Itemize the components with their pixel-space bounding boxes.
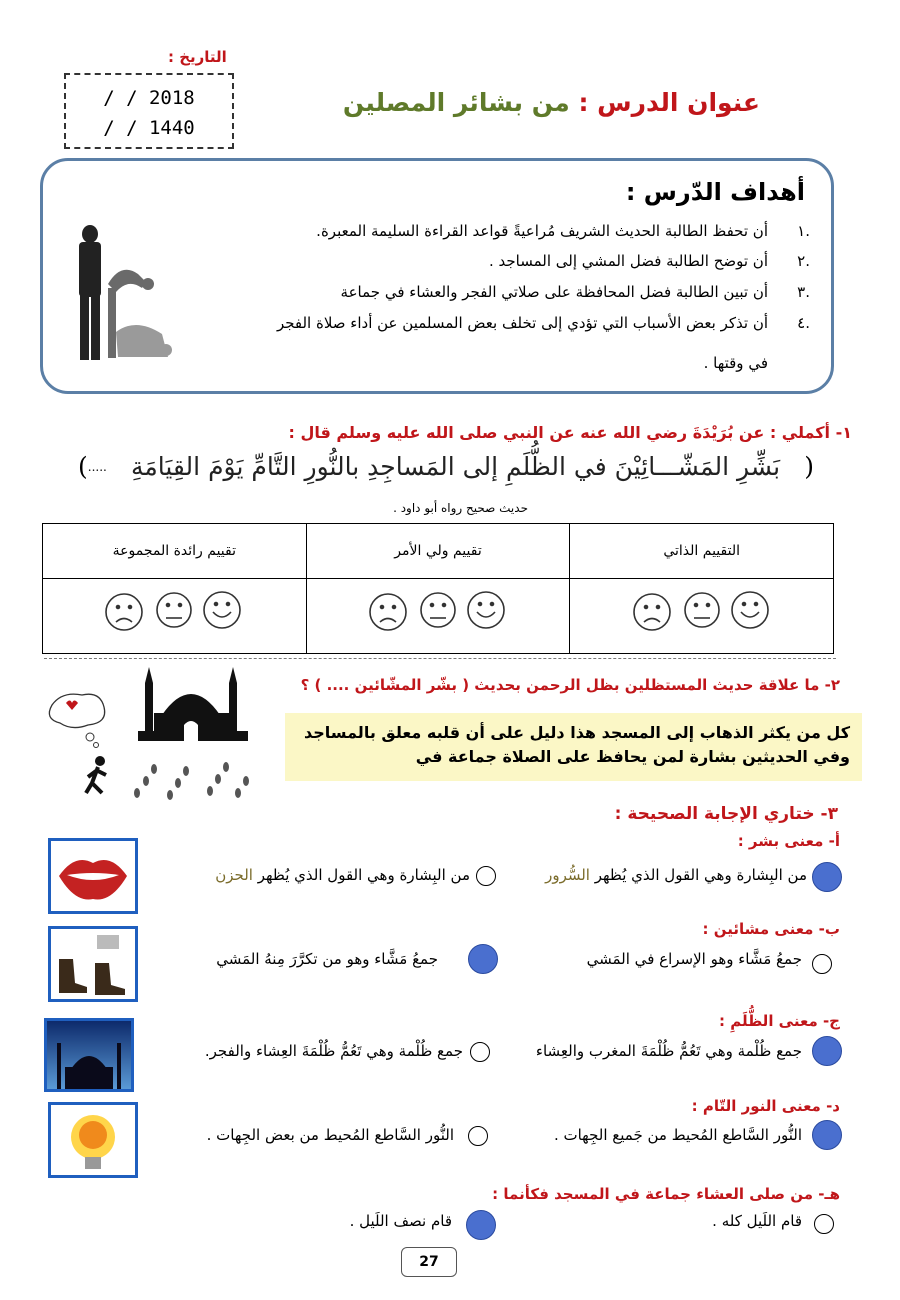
evaluation-faces-row <box>43 579 834 654</box>
q3e-option2-label: قام نصف اللَيل . <box>349 1212 452 1230</box>
q3d-option2-radio[interactable] <box>468 1126 488 1146</box>
q3b-option2-radio-selected[interactable] <box>468 944 498 974</box>
hadith-line <box>78 452 814 481</box>
hadith-text <box>107 452 804 481</box>
hadith-open-bracket: ( <box>804 452 814 481</box>
q3-heading: ٣- ختاري الإجابة الصحيحة : <box>614 804 838 824</box>
q3a-option2-radio[interactable] <box>476 866 496 886</box>
lips-picture <box>48 838 138 914</box>
q2-answer-box <box>285 713 862 781</box>
light-bulb-picture <box>48 1102 138 1178</box>
rating-faces-icon[interactable] <box>622 584 782 644</box>
q3b-question: ب- معنى مشائين : <box>702 920 840 938</box>
objective-item <box>190 252 810 270</box>
date-gregorian: / / 2018 <box>103 87 195 109</box>
q3c-option1-radio-selected[interactable] <box>812 1036 842 1066</box>
objective-continuation: في وقتها . <box>703 354 768 372</box>
objective-item <box>190 283 810 301</box>
lesson-title <box>343 88 760 117</box>
objective-text: أن تذكر بعض الأسباب التي تؤدي إلى تخلف بعض المسلمين عن أداء صلاة الفجر <box>276 314 768 332</box>
objective-text: أن تحفظ الطالبة الحديث الشريف مُراعيةً قواعد القراءة السليمة المعبرة. <box>316 222 768 240</box>
q2-heading: ٢- ما علاقة حديث المستظلين بظل الرحمن بحديث ( بشّر المشّائين .... ) ؟ <box>300 676 840 694</box>
q3b-option2-label: جمعُ مَشَّاء وهو من تكرَّرَ مِنهُ المَشي <box>216 950 438 968</box>
objective-number: .٤ <box>797 314 810 332</box>
lesson-title-prefix: عنوان الدرس : <box>578 88 760 117</box>
date-box <box>64 73 234 149</box>
praying-figures-illustration <box>66 222 176 367</box>
night-mosque-icon <box>47 1021 131 1089</box>
night-mosque-picture <box>44 1018 134 1092</box>
q3a-option1-radio-selected[interactable] <box>812 862 842 892</box>
q3a-option1-label <box>545 866 807 884</box>
section-divider <box>44 658 836 659</box>
rating-faces-icon[interactable] <box>358 584 518 644</box>
q3c-option2-radio[interactable] <box>470 1042 490 1062</box>
hadith-word: بَشِّرِ المَشّـــائِيْنَ في الظُّلَمِ إلى المَساجِدِ بالنُّورِ التَّامِّ يَوْمَ القِيَامَةِ <box>130 452 781 481</box>
q3e-option2-radio-selected[interactable] <box>466 1210 496 1240</box>
boots-icon <box>51 929 135 999</box>
q2-answer-line: كل من يكثر الذهاب إلى المسجد هذا دليل على أن قلبه معلق بالمساجد <box>304 723 850 742</box>
date-hijri: / / 1440 <box>103 117 195 139</box>
objective-text: أن تبين الطالبة فضل المحافظة على صلاتي الفجر والعشاء في جماعة <box>340 283 768 301</box>
evaluation-header: تقييم رائدة المجموعة <box>43 524 307 579</box>
q1-heading: ١- أكملي : عن بُرَيْدَةَ رضي الله عنه عن النبي صلى الله عليه وسلم قال : <box>288 423 852 442</box>
lesson-title-name: من بشائر المصلين <box>342 88 570 117</box>
objective-item <box>190 314 810 332</box>
q3b-option1-radio[interactable] <box>812 954 832 974</box>
q3a-option2-label <box>215 866 470 884</box>
rating-faces-cell[interactable] <box>306 579 570 654</box>
objective-text: أن توضح الطالبة فضل المشي إلى المساجد . <box>488 252 768 270</box>
rating-faces-cell[interactable] <box>43 579 307 654</box>
q3c-question: ج- معنى الظُّلَمِ : <box>718 1012 840 1030</box>
q3d-option1-radio-selected[interactable] <box>812 1120 842 1150</box>
rating-faces-icon[interactable] <box>94 584 254 644</box>
hadith-source: حديث صحيح رواه أبو داود . <box>393 501 528 515</box>
page-number: 27 <box>401 1247 457 1277</box>
evaluation-header: التقييم الذاتي <box>570 524 834 579</box>
q3a-option2-word: الحزن <box>215 866 253 884</box>
q3e-question: هـ- من صلى العشاء جماعة في المسجد فكأنما : <box>492 1185 840 1203</box>
q3d-option1-label: النُّور السَّاطع المُحيط من جَميع الجِهات . <box>553 1126 802 1144</box>
q3e-option1-label: قام اللَيل كله . <box>712 1212 802 1230</box>
objective-item <box>190 222 810 240</box>
q3d-option2-label: النُّور السَّاطع المُحيط من بعض الجِهات . <box>206 1126 454 1144</box>
rating-faces-cell[interactable] <box>570 579 834 654</box>
walking-boots-picture <box>48 926 138 1002</box>
objective-number: .١ <box>797 222 810 240</box>
q3c-option1-label: جمع ظُلْمة وهي تَعُمُّ ظُلْمَةَ المغرب والعِشاء <box>535 1042 802 1060</box>
q3a-option2-text: من البِشارة وهي القول الذي يُظهر <box>252 866 470 884</box>
hadith-blank: ..... <box>87 459 107 474</box>
evaluation-header: تقييم ولي الأمر <box>306 524 570 579</box>
evaluation-header-row <box>43 524 834 579</box>
q2-answer-line: وفي الحديثين بشارة لمن يحافظ على الصلاة جماعة في <box>415 747 850 766</box>
q3a-option1-text: من البِشارة وهي القول الذي يُظهر <box>589 866 807 884</box>
date-label: التاريخ : <box>168 48 227 66</box>
light-bulb-icon <box>51 1105 135 1175</box>
q3e-option1-radio[interactable] <box>814 1214 834 1234</box>
evaluation-table <box>42 523 834 654</box>
q3d-question: د- معنى النور التّام : <box>691 1097 840 1115</box>
q3c-option2-label: جمع ظُلْمة وهي تَعُمُّ ظُلْمَةَ العِشاء والفجر. <box>204 1042 463 1060</box>
objectives-title: أهداف الدّرس : <box>625 178 805 206</box>
q3a-option1-word: السُّرور <box>545 866 590 884</box>
objective-number: .٣ <box>797 283 810 301</box>
q3a-question: أ- معنى بشر : <box>737 832 840 850</box>
mosque-walk-illustration <box>42 663 257 808</box>
q3b-option1-label: جمعُ مَشَّاء وهو الإسراع في المَشي <box>586 950 802 968</box>
hadith-close-bracket: ) <box>78 452 88 481</box>
lips-icon <box>51 841 135 911</box>
objective-number: .٢ <box>797 252 810 270</box>
